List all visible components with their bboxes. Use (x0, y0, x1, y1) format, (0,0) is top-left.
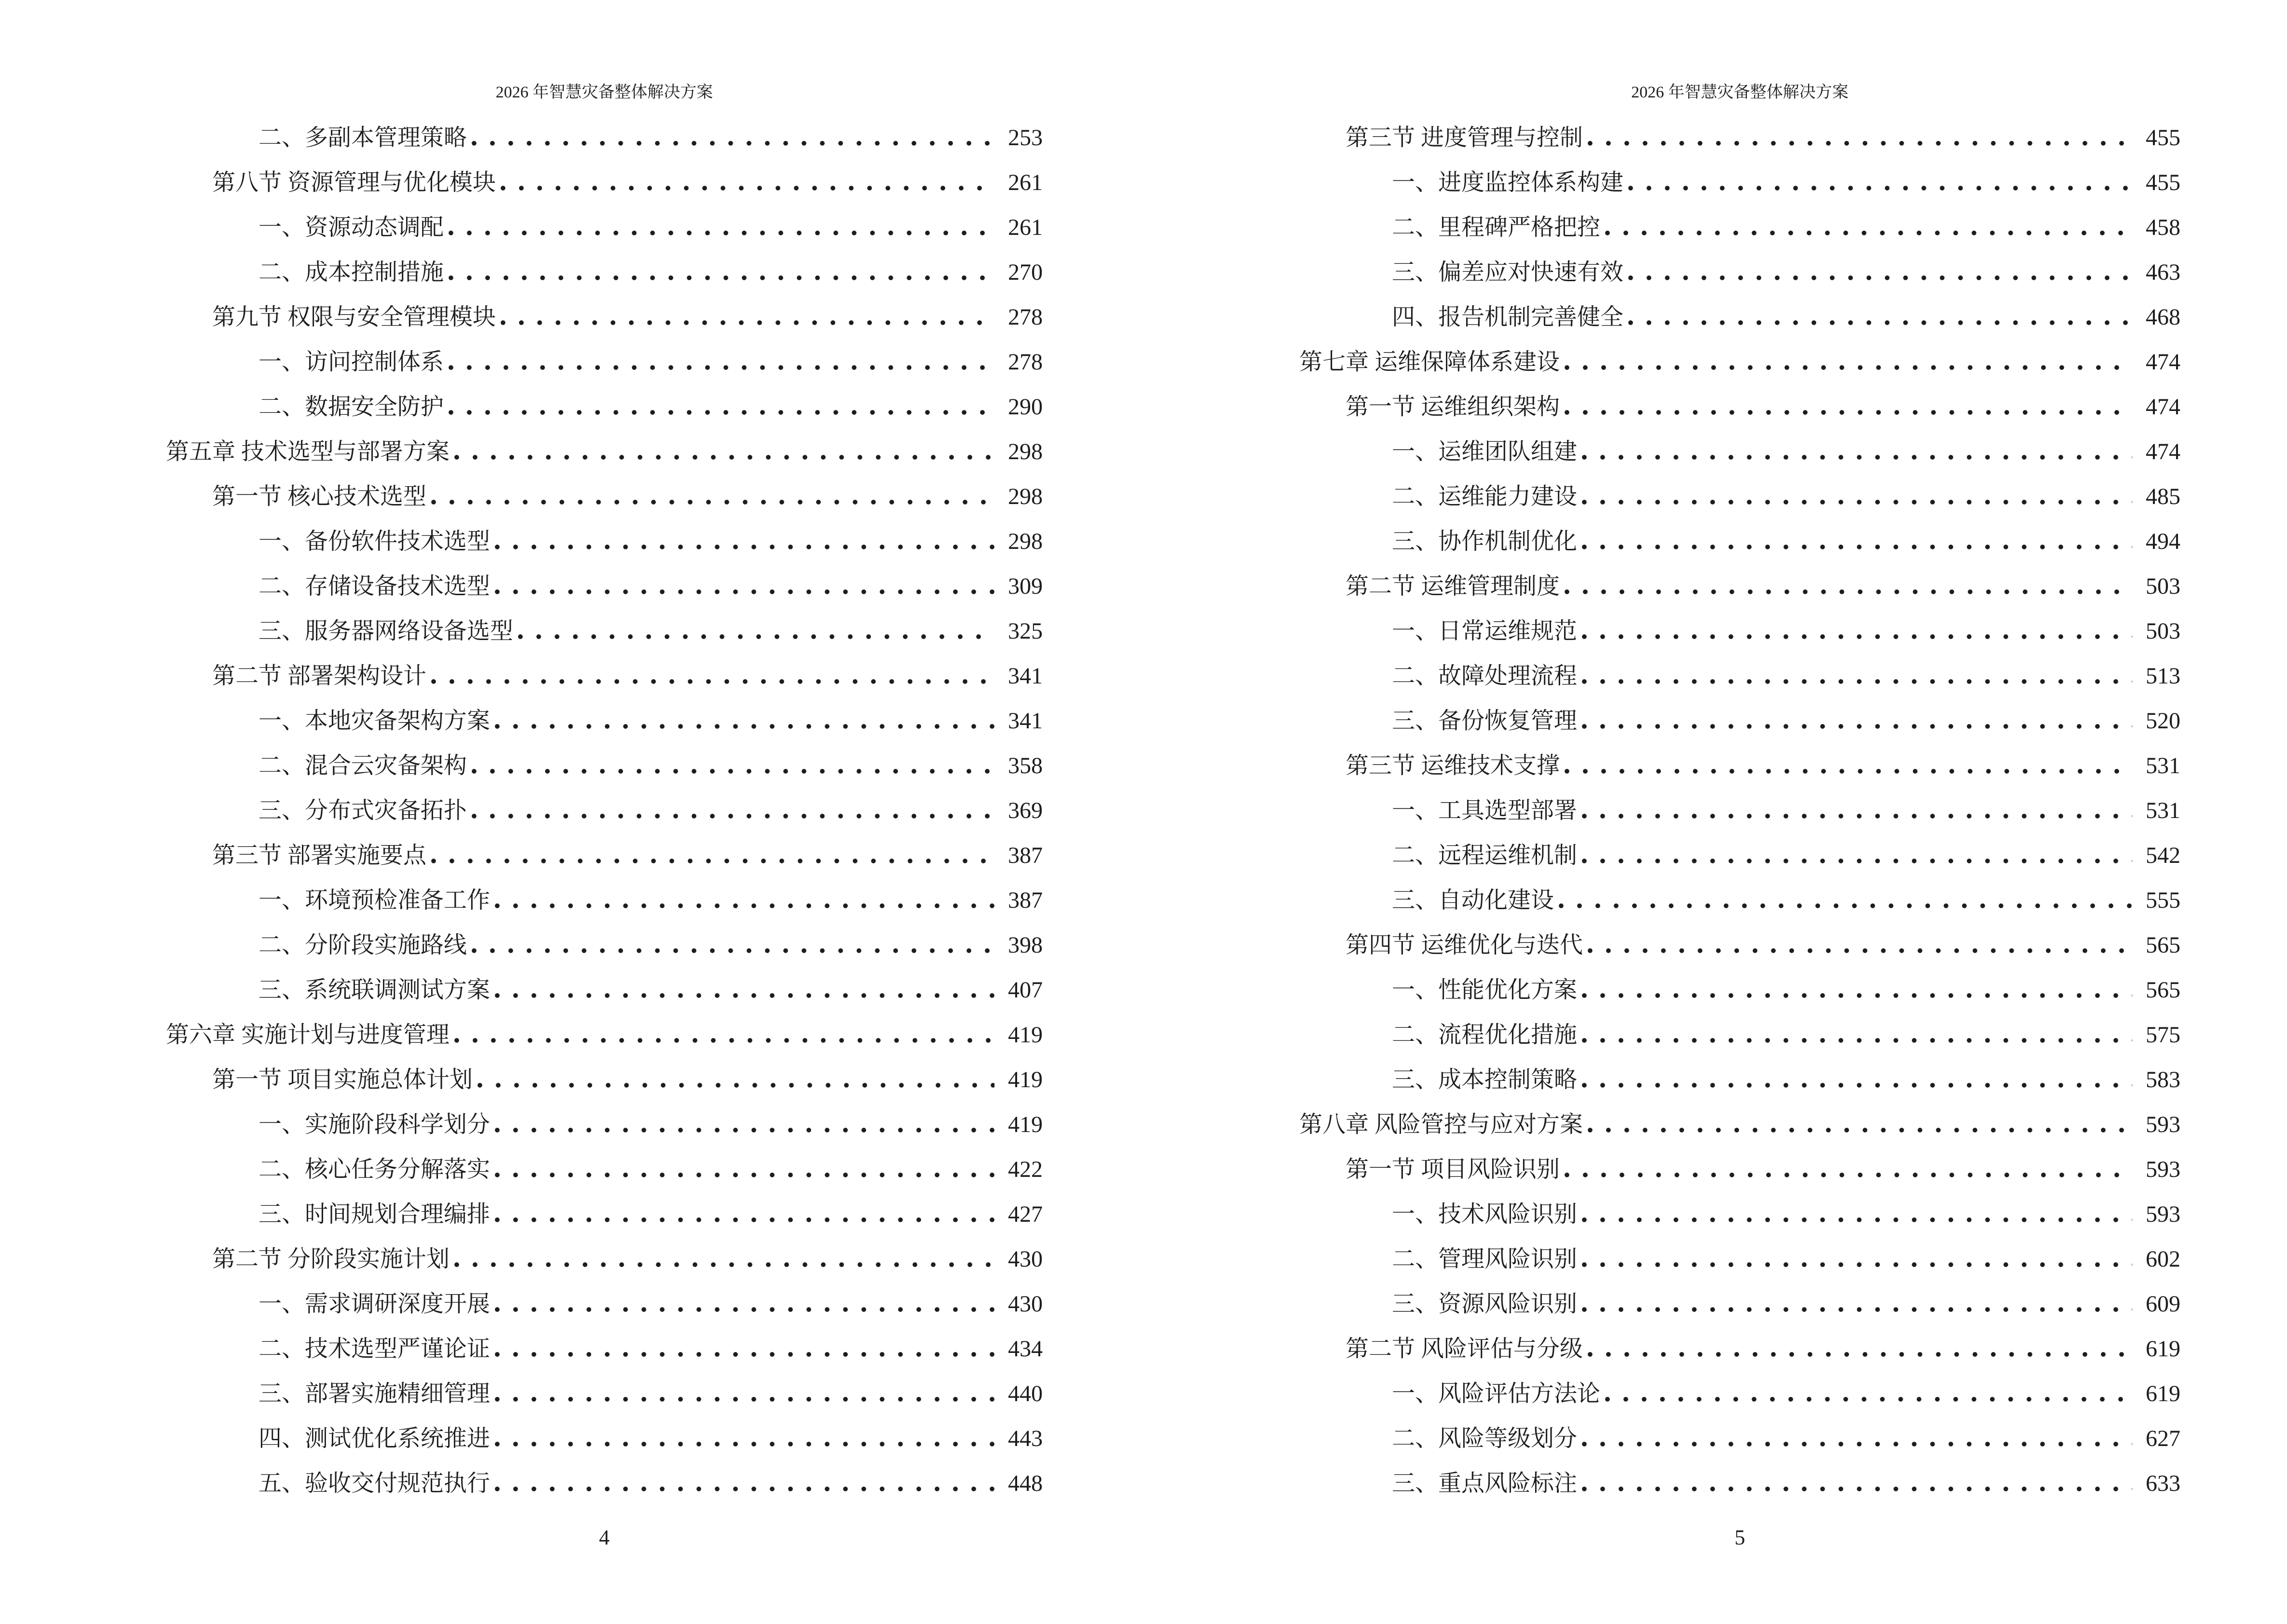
toc-entry-title: 一、工具选型部署 (1392, 798, 1578, 823)
toc-dot-leader (1628, 250, 2132, 295)
toc-entry-title: 三、时间规划合理编排 (259, 1201, 490, 1227)
toc-dot-leader (1588, 923, 2132, 968)
toc-entry (166, 1461, 1043, 1506)
toc-entry-pagenum: 261 (1008, 215, 1043, 240)
toc-dot-leader (1582, 1237, 2132, 1282)
toc-entry (166, 1326, 1043, 1371)
toc-entry-title: 二、存储设备技术选型 (259, 573, 490, 599)
toc-entry-title: 第三节 运维技术支撑 (1346, 753, 1560, 778)
toc-entry (1299, 1012, 2180, 1057)
toc-entry-title: 二、管理风险识别 (1392, 1246, 1578, 1272)
toc-entry (166, 1282, 1043, 1326)
toc-dot-leader (449, 384, 994, 429)
toc-entry (166, 1371, 1043, 1416)
toc-entry-pagenum: 531 (2146, 798, 2180, 823)
toc-entry-pagenum: 309 (1008, 573, 1043, 599)
toc-dot-leader (495, 1147, 994, 1192)
toc-entry (166, 340, 1043, 384)
toc-dot-leader (472, 115, 994, 160)
toc-entry (1299, 609, 2180, 654)
toc-dot-leader (1582, 474, 2132, 519)
toc-entry-title: 一、技术风险识别 (1392, 1201, 1578, 1227)
toc-dot-leader (495, 1371, 994, 1416)
toc-entry (1299, 340, 2180, 384)
toc-dot-leader (1588, 115, 2132, 160)
toc-entry-pagenum: 474 (2146, 394, 2180, 420)
toc-entry-pagenum: 298 (1008, 439, 1043, 464)
toc-entry-pagenum: 583 (2146, 1067, 2180, 1092)
toc-dot-leader (1565, 1147, 2132, 1192)
toc-entry-pagenum: 440 (1008, 1381, 1043, 1406)
toc-dot-leader (1559, 878, 2132, 923)
toc-entry (166, 743, 1043, 788)
toc-entry-title: 二、多副本管理策略 (259, 125, 467, 150)
toc-entry (166, 474, 1043, 519)
toc-entry (1299, 1237, 2180, 1282)
toc-entry (166, 295, 1043, 340)
toc-entry-pagenum: 369 (1008, 798, 1043, 823)
toc-entry-title: 一、需求调研深度开展 (259, 1291, 490, 1317)
toc-entry-title: 三、协作机制优化 (1392, 529, 1578, 554)
toc-entry (166, 923, 1043, 968)
toc-entry-title: 第四节 运维优化与迭代 (1346, 932, 1583, 958)
toc-dot-leader (1582, 429, 2132, 474)
toc-dot-leader (1582, 609, 2132, 654)
toc-entry-title: 第二节 分阶段实施计划 (212, 1246, 450, 1272)
toc-entry-pagenum: 593 (2146, 1201, 2180, 1227)
toc-dot-leader (501, 295, 994, 340)
toc-entry-title: 一、本地灾备架构方案 (259, 708, 490, 734)
toc-entry-title: 三、偏差应对快速有效 (1392, 259, 1624, 285)
toc-dot-leader (1582, 788, 2132, 833)
toc-entry (1299, 1326, 2180, 1371)
toc-entry-title: 四、测试优化系统推进 (259, 1426, 490, 1451)
toc-entry-pagenum: 387 (1008, 887, 1043, 913)
toc-entry-pagenum: 602 (2146, 1246, 2180, 1272)
page-footer-left (166, 1523, 1043, 1552)
toc-entry-pagenum: 565 (2146, 977, 2180, 1003)
toc-entry-pagenum: 468 (2146, 304, 2180, 330)
page-footer-right (1299, 1523, 2180, 1552)
toc-entry-title: 第八节 资源管理与优化模块 (212, 170, 496, 195)
toc-entry-pagenum: 298 (1008, 529, 1043, 554)
toc-entry-pagenum: 278 (1008, 349, 1043, 375)
toc-entry-pagenum: 443 (1008, 1426, 1043, 1451)
toc-dot-leader (431, 474, 994, 519)
toc-entry-pagenum: 407 (1008, 977, 1043, 1003)
toc-dot-leader (495, 519, 994, 564)
toc-dot-leader (1582, 1012, 2132, 1057)
toc-dot-leader (1582, 1192, 2132, 1237)
toc-page-right (1299, 0, 2180, 1624)
toc-entry-title: 第一节 项目风险识别 (1346, 1157, 1560, 1182)
toc-entry (166, 1192, 1043, 1237)
toc-dot-leader (1582, 1282, 2132, 1326)
toc-entry (166, 1012, 1043, 1057)
toc-dot-leader (1582, 698, 2132, 743)
toc-entry-pagenum: 458 (2146, 215, 2180, 240)
toc-entry-title: 二、分阶段实施路线 (259, 932, 467, 958)
toc-entry-pagenum: 565 (2146, 932, 2180, 958)
toc-dot-leader (454, 429, 994, 474)
toc-entry-pagenum: 633 (2146, 1471, 2180, 1496)
toc-entry-pagenum: 387 (1008, 843, 1043, 868)
toc-entry (1299, 1416, 2180, 1461)
toc-entry (1299, 429, 2180, 474)
toc-entry-title: 三、系统联调测试方案 (259, 977, 490, 1003)
toc-entry (166, 160, 1043, 205)
toc-entry (1299, 160, 2180, 205)
toc-entry (1299, 878, 2180, 923)
toc-dot-leader (477, 1057, 994, 1102)
toc-entry (1299, 250, 2180, 295)
toc-entry (1299, 788, 2180, 833)
toc-entry-title: 五、验收交付规范执行 (259, 1471, 490, 1496)
toc-entry-title: 第一节 运维组织架构 (1346, 394, 1560, 420)
toc-entry (1299, 833, 2180, 878)
toc-entry (1299, 923, 2180, 968)
toc-entry (166, 1416, 1043, 1461)
toc-entry-pagenum: 503 (2146, 618, 2180, 644)
toc-entry-title: 第一节 核心技术选型 (212, 484, 427, 509)
toc-entry-title: 四、报告机制完善健全 (1392, 304, 1624, 330)
toc-entry-pagenum: 609 (2146, 1291, 2180, 1317)
toc-dot-leader (495, 698, 994, 743)
toc-dot-leader (495, 1102, 994, 1147)
toc-dot-leader (1582, 654, 2132, 698)
toc-entry-pagenum: 455 (2146, 125, 2180, 150)
toc-entry (166, 698, 1043, 743)
toc-entry (166, 429, 1043, 474)
toc-entry (166, 1237, 1043, 1282)
toc-entry-title: 二、技术选型严谨论证 (259, 1336, 490, 1362)
toc-entry-title: 第六章 实施计划与进度管理 (166, 1022, 450, 1048)
toc-entry-pagenum: 531 (2146, 753, 2180, 778)
page-header-left (166, 82, 1043, 103)
toc-entry-title: 二、里程碑严格把控 (1392, 215, 1601, 240)
toc-entry (1299, 1102, 2180, 1147)
toc-entry (1299, 564, 2180, 609)
toc-entry-pagenum: 575 (2146, 1022, 2180, 1048)
toc-entry-pagenum: 593 (2146, 1112, 2180, 1137)
toc-entry (1299, 698, 2180, 743)
toc-entry (1299, 743, 2180, 788)
toc-entry-title: 三、资源风险识别 (1392, 1291, 1578, 1317)
toc-entry (166, 384, 1043, 429)
toc-dot-leader (1582, 1416, 2132, 1461)
toc-entry-pagenum: 619 (2146, 1381, 2180, 1406)
toc-entry-pagenum: 341 (1008, 663, 1043, 689)
toc-entry-title: 二、成本控制措施 (259, 259, 444, 285)
toc-dot-leader (472, 788, 994, 833)
toc-dot-leader (454, 1237, 994, 1282)
toc-entry-title: 三、重点风险标注 (1392, 1471, 1578, 1496)
toc-entry-pagenum: 298 (1008, 484, 1043, 509)
toc-entry-pagenum: 430 (1008, 1246, 1043, 1272)
toc-entry (166, 250, 1043, 295)
toc-entry-pagenum: 419 (1008, 1067, 1043, 1092)
toc-dot-leader (495, 1192, 994, 1237)
page-number: 4 (599, 1526, 610, 1549)
toc-dot-leader (1582, 1461, 2132, 1506)
toc-entry-pagenum: 253 (1008, 125, 1043, 150)
page-number: 5 (1734, 1526, 1745, 1549)
toc-entry-pagenum: 270 (1008, 259, 1043, 285)
toc-entry-pagenum: 593 (2146, 1157, 2180, 1182)
toc-entry-pagenum: 474 (2146, 439, 2180, 464)
toc-entry-pagenum: 542 (2146, 843, 2180, 868)
toc-entry-title: 三、备份恢复管理 (1392, 708, 1578, 734)
document-header-title: 2026 年智慧灾备整体解决方案 (1631, 83, 1849, 101)
toc-entry (166, 564, 1043, 609)
toc-entry-pagenum: 427 (1008, 1201, 1043, 1227)
toc-entry-title: 第三节 进度管理与控制 (1346, 125, 1583, 150)
toc-entry-pagenum: 341 (1008, 708, 1043, 734)
toc-entry (1299, 1192, 2180, 1237)
toc-dot-leader (1605, 205, 2132, 250)
toc-dot-leader (1582, 833, 2132, 878)
toc-entry-title: 二、流程优化措施 (1392, 1022, 1578, 1048)
toc-entry-title: 三、成本控制策略 (1392, 1067, 1578, 1092)
toc-entry (1299, 1282, 2180, 1326)
toc-entry-pagenum: 434 (1008, 1336, 1043, 1362)
toc-entry-title: 一、环境预检准备工作 (259, 887, 490, 913)
toc-dot-leader (495, 564, 994, 609)
toc-dot-leader (1582, 968, 2132, 1012)
toc-entry-pagenum: 555 (2146, 887, 2180, 913)
toc-entry-title: 二、混合云灾备架构 (259, 753, 467, 778)
toc-entry-pagenum: 513 (2146, 663, 2180, 689)
toc-entry (1299, 1147, 2180, 1192)
toc-entry-pagenum: 419 (1008, 1022, 1043, 1048)
toc-entry-title: 二、数据安全防护 (259, 394, 444, 420)
toc-entry (166, 609, 1043, 654)
toc-dot-leader (472, 923, 994, 968)
toc-entry-title: 一、进度监控体系构建 (1392, 170, 1624, 195)
toc-entry-pagenum: 619 (2146, 1336, 2180, 1362)
toc-entry-pagenum: 398 (1008, 932, 1043, 958)
toc-entry (1299, 968, 2180, 1012)
toc-dot-leader (449, 205, 994, 250)
toc-entry-title: 二、远程运维机制 (1392, 843, 1578, 868)
toc-entry-title: 第三节 部署实施要点 (212, 843, 427, 868)
toc-entry (166, 205, 1043, 250)
toc-entry (1299, 295, 2180, 340)
toc-entry-title: 一、资源动态调配 (259, 215, 444, 240)
toc-entry (1299, 205, 2180, 250)
toc-entry-title: 二、风险等级划分 (1392, 1426, 1578, 1451)
toc-entry-pagenum: 325 (1008, 618, 1043, 644)
toc-entry-title: 一、日常运维规范 (1392, 618, 1578, 644)
toc-entry-title: 一、实施阶段科学划分 (259, 1112, 490, 1137)
toc-entry-title: 一、风险评估方法论 (1392, 1381, 1601, 1406)
toc-entry-title: 一、访问控制体系 (259, 349, 444, 375)
toc-dot-leader (1588, 1326, 2132, 1371)
toc-entry (166, 1102, 1043, 1147)
toc-entry-title: 第二节 风险评估与分级 (1346, 1336, 1583, 1362)
toc-entry-pagenum: 430 (1008, 1291, 1043, 1317)
toc-entry-title: 二、故障处理流程 (1392, 663, 1578, 689)
toc-entry-title: 三、自动化建设 (1392, 887, 1554, 913)
toc-entry-pagenum: 503 (2146, 573, 2180, 599)
toc-list-left (166, 115, 1043, 1506)
toc-dot-leader (431, 654, 994, 698)
toc-entry (166, 788, 1043, 833)
toc-entry-title: 三、分布式灾备拓扑 (259, 798, 467, 823)
toc-entry-pagenum: 419 (1008, 1112, 1043, 1137)
toc-entry-title: 一、运维团队组建 (1392, 439, 1578, 464)
toc-entry-pagenum: 463 (2146, 259, 2180, 285)
toc-entry-title: 第二节 部署架构设计 (212, 663, 427, 689)
toc-entry (166, 654, 1043, 698)
toc-entry (166, 968, 1043, 1012)
toc-dot-leader (1565, 564, 2132, 609)
toc-page-left (166, 0, 1043, 1624)
toc-entry-pagenum: 290 (1008, 394, 1043, 420)
toc-entry (1299, 1461, 2180, 1506)
toc-entry-title: 三、服务器网络设备选型 (259, 618, 514, 644)
toc-entry-title: 二、核心任务分解落实 (259, 1157, 490, 1182)
toc-entry (166, 1057, 1043, 1102)
page-header-right (1299, 82, 2180, 103)
toc-dot-leader (1565, 384, 2132, 429)
toc-dot-leader (1582, 519, 2132, 564)
toc-entry-title: 第九节 权限与安全管理模块 (212, 304, 496, 330)
toc-entry-title: 第八章 风险管控与应对方案 (1299, 1112, 1583, 1137)
toc-dot-leader (454, 1012, 994, 1057)
toc-entry-title: 第七章 运维保障体系建设 (1299, 349, 1560, 375)
toc-entry (1299, 654, 2180, 698)
toc-entry-pagenum: 278 (1008, 304, 1043, 330)
toc-entry (166, 115, 1043, 160)
toc-dot-leader (472, 743, 994, 788)
toc-entry-title: 第一节 项目实施总体计划 (212, 1067, 473, 1092)
toc-dot-leader (1582, 1057, 2132, 1102)
toc-dot-leader (1605, 1371, 2132, 1416)
toc-entry (166, 1147, 1043, 1192)
toc-entry (166, 878, 1043, 923)
toc-entry-pagenum: 422 (1008, 1157, 1043, 1182)
toc-entry-title: 三、部署实施精细管理 (259, 1381, 490, 1406)
toc-dot-leader (495, 1416, 994, 1461)
toc-dot-leader (449, 340, 994, 384)
toc-entry-pagenum: 494 (2146, 529, 2180, 554)
toc-dot-leader (495, 968, 994, 1012)
toc-entry (1299, 1371, 2180, 1416)
toc-entry (1299, 115, 2180, 160)
toc-dot-leader (1628, 160, 2132, 205)
toc-entry-title: 第五章 技术选型与部署方案 (166, 439, 450, 464)
toc-entry-pagenum: 358 (1008, 753, 1043, 778)
toc-entry (1299, 1057, 2180, 1102)
toc-dot-leader (495, 1282, 994, 1326)
toc-dot-leader (1565, 340, 2132, 384)
toc-dot-leader (495, 1461, 994, 1506)
toc-entry-pagenum: 485 (2146, 484, 2180, 509)
toc-entry-title: 一、性能优化方案 (1392, 977, 1578, 1003)
toc-list-right (1299, 115, 2180, 1506)
toc-entry (1299, 384, 2180, 429)
toc-entry (166, 519, 1043, 564)
toc-entry-pagenum: 520 (2146, 708, 2180, 734)
toc-dot-leader (518, 609, 994, 654)
toc-dot-leader (1628, 295, 2132, 340)
toc-entry-pagenum: 627 (2146, 1426, 2180, 1451)
toc-entry (166, 833, 1043, 878)
toc-dot-leader (449, 250, 994, 295)
toc-entry-title: 第二节 运维管理制度 (1346, 573, 1560, 599)
toc-entry-pagenum: 261 (1008, 170, 1043, 195)
toc-entry (1299, 519, 2180, 564)
toc-entry-pagenum: 474 (2146, 349, 2180, 375)
toc-dot-leader (495, 1326, 994, 1371)
document-header-title: 2026 年智慧灾备整体解决方案 (495, 83, 713, 101)
toc-entry (1299, 474, 2180, 519)
toc-entry-pagenum: 448 (1008, 1471, 1043, 1496)
toc-dot-leader (1565, 743, 2132, 788)
toc-dot-leader (495, 878, 994, 923)
toc-dot-leader (501, 160, 994, 205)
toc-dot-leader (431, 833, 994, 878)
toc-entry-pagenum: 455 (2146, 170, 2180, 195)
toc-entry-title: 一、备份软件技术选型 (259, 529, 490, 554)
toc-entry-title: 二、运维能力建设 (1392, 484, 1578, 509)
toc-dot-leader (1588, 1102, 2132, 1147)
